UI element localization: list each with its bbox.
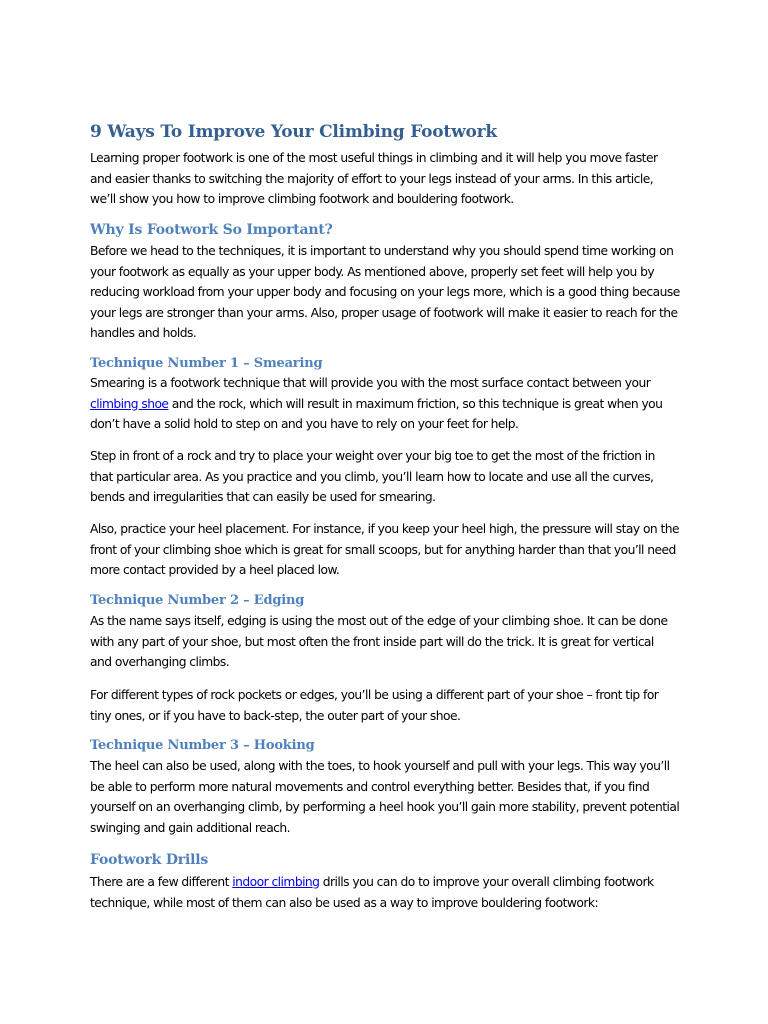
section-heading-edging: Technique Number 2 – Edging [90,593,305,608]
text-line [90,872,680,893]
text-line: more contact provided by a heel placed low. [90,563,340,577]
text-line: bends and irregularities that can easily be used for smearing. [90,490,436,504]
indoor-climbing-link[interactable]: indoor climbing [232,875,320,889]
smearing-paragraph-1 [90,373,680,435]
text-line: be able to perform more natural movements and control everything better. Besides that, if you find [90,779,650,794]
text-line: we’ll show you how to improve climbing footwork and bouldering footwork. [90,192,514,206]
hooking-paragraph [90,756,680,838]
smearing-paragraph-3 [90,519,680,581]
text-line: your footwork as equally as your upper body. As mentioned above, properly set feet will help you by [90,264,655,279]
text-line: tiny ones, or if you have to back-step, the outer part of your shoe. [90,708,461,723]
why-paragraph [90,241,680,344]
text-line: Also, practice your heel placement. For instance, if you keep your heel high, the pressure will stay on the [90,522,680,536]
text-run: and the rock, which will result in maximum friction, so this technique is great when you [168,396,663,411]
text-line: technique, while most of them can also be used as a way to improve bouldering footwork: [90,895,599,910]
text-line: For different types of rock pockets or edges, you’ll be using a different part of your shoe – front tip for [90,688,659,702]
text-line: As the name says itself, edging is using the most out of the edge of your climbing shoe. It can be done [90,614,668,628]
text-line: Before we head to the techniques, it is important to understand why you should spend time working on [90,244,674,258]
text-run: drills you can do to improve your overall climbing footwork [319,875,654,889]
section-heading-why: Why Is Footwork So Important? [90,222,333,238]
edging-paragraph-1 [90,611,680,673]
text-line: that particular area. As you practice and you climb, you’ll learn how to locate and use all the curves, [90,469,654,484]
text-line: don’t have a solid hold to step on and you have to rely on your feet for help. [90,417,519,431]
drills-paragraph [90,872,680,913]
text-run: There are a few different [90,875,233,889]
document-title: 9 Ways To Improve Your Climbing Footwork [90,122,497,142]
text-line: your legs are stronger than your arms. Also, proper usage of footwork will make it easier to reach for the [90,305,678,320]
text-line: yourself on an overhanging climb, by performing a heel hook you’ll gain more stability, prevent potential [90,800,680,814]
edging-paragraph-2 [90,685,680,726]
section-heading-drills: Footwork Drills [90,852,209,868]
climbing-shoe-link[interactable]: climbing shoe [90,396,169,411]
text-line: The heel can also be used, along with the toes, to hook yourself and pull with your legs. This way you’ll [90,759,670,773]
text-line: Step in front of a rock and try to place your weight over your big toe to get the most of the friction in [90,449,655,463]
smearing-paragraph-2 [90,446,680,508]
text-line: reducing workload from your upper body and focusing on your legs more, which is a good thing because [90,285,680,299]
section-heading-hooking: Technique Number 3 – Hooking [90,738,315,753]
text-line: Learning proper footwork is one of the most useful things in climbing and it will help you move faster [90,151,658,165]
text-line: front of your climbing shoe which is great for small scoops, but for anything harder than that you’ll need [90,542,676,557]
text-line: and overhanging climbs. [90,655,230,669]
section-heading-smearing: Technique Number 1 – Smearing [90,356,323,371]
text-line: and easier thanks to switching the majority of effort to your legs instead of your arms. In this article, [90,171,654,186]
text-line: swinging and gain additional reach. [90,820,290,835]
text-line [90,394,680,415]
intro-paragraph [90,148,680,210]
text-line: handles and holds. [90,326,197,340]
text-line: Smearing is a footwork technique that will provide you with the most surface contact between your [90,376,651,390]
text-line: with any part of your shoe, but most often the front inside part will do the trick. It is great for vertical [90,634,654,649]
